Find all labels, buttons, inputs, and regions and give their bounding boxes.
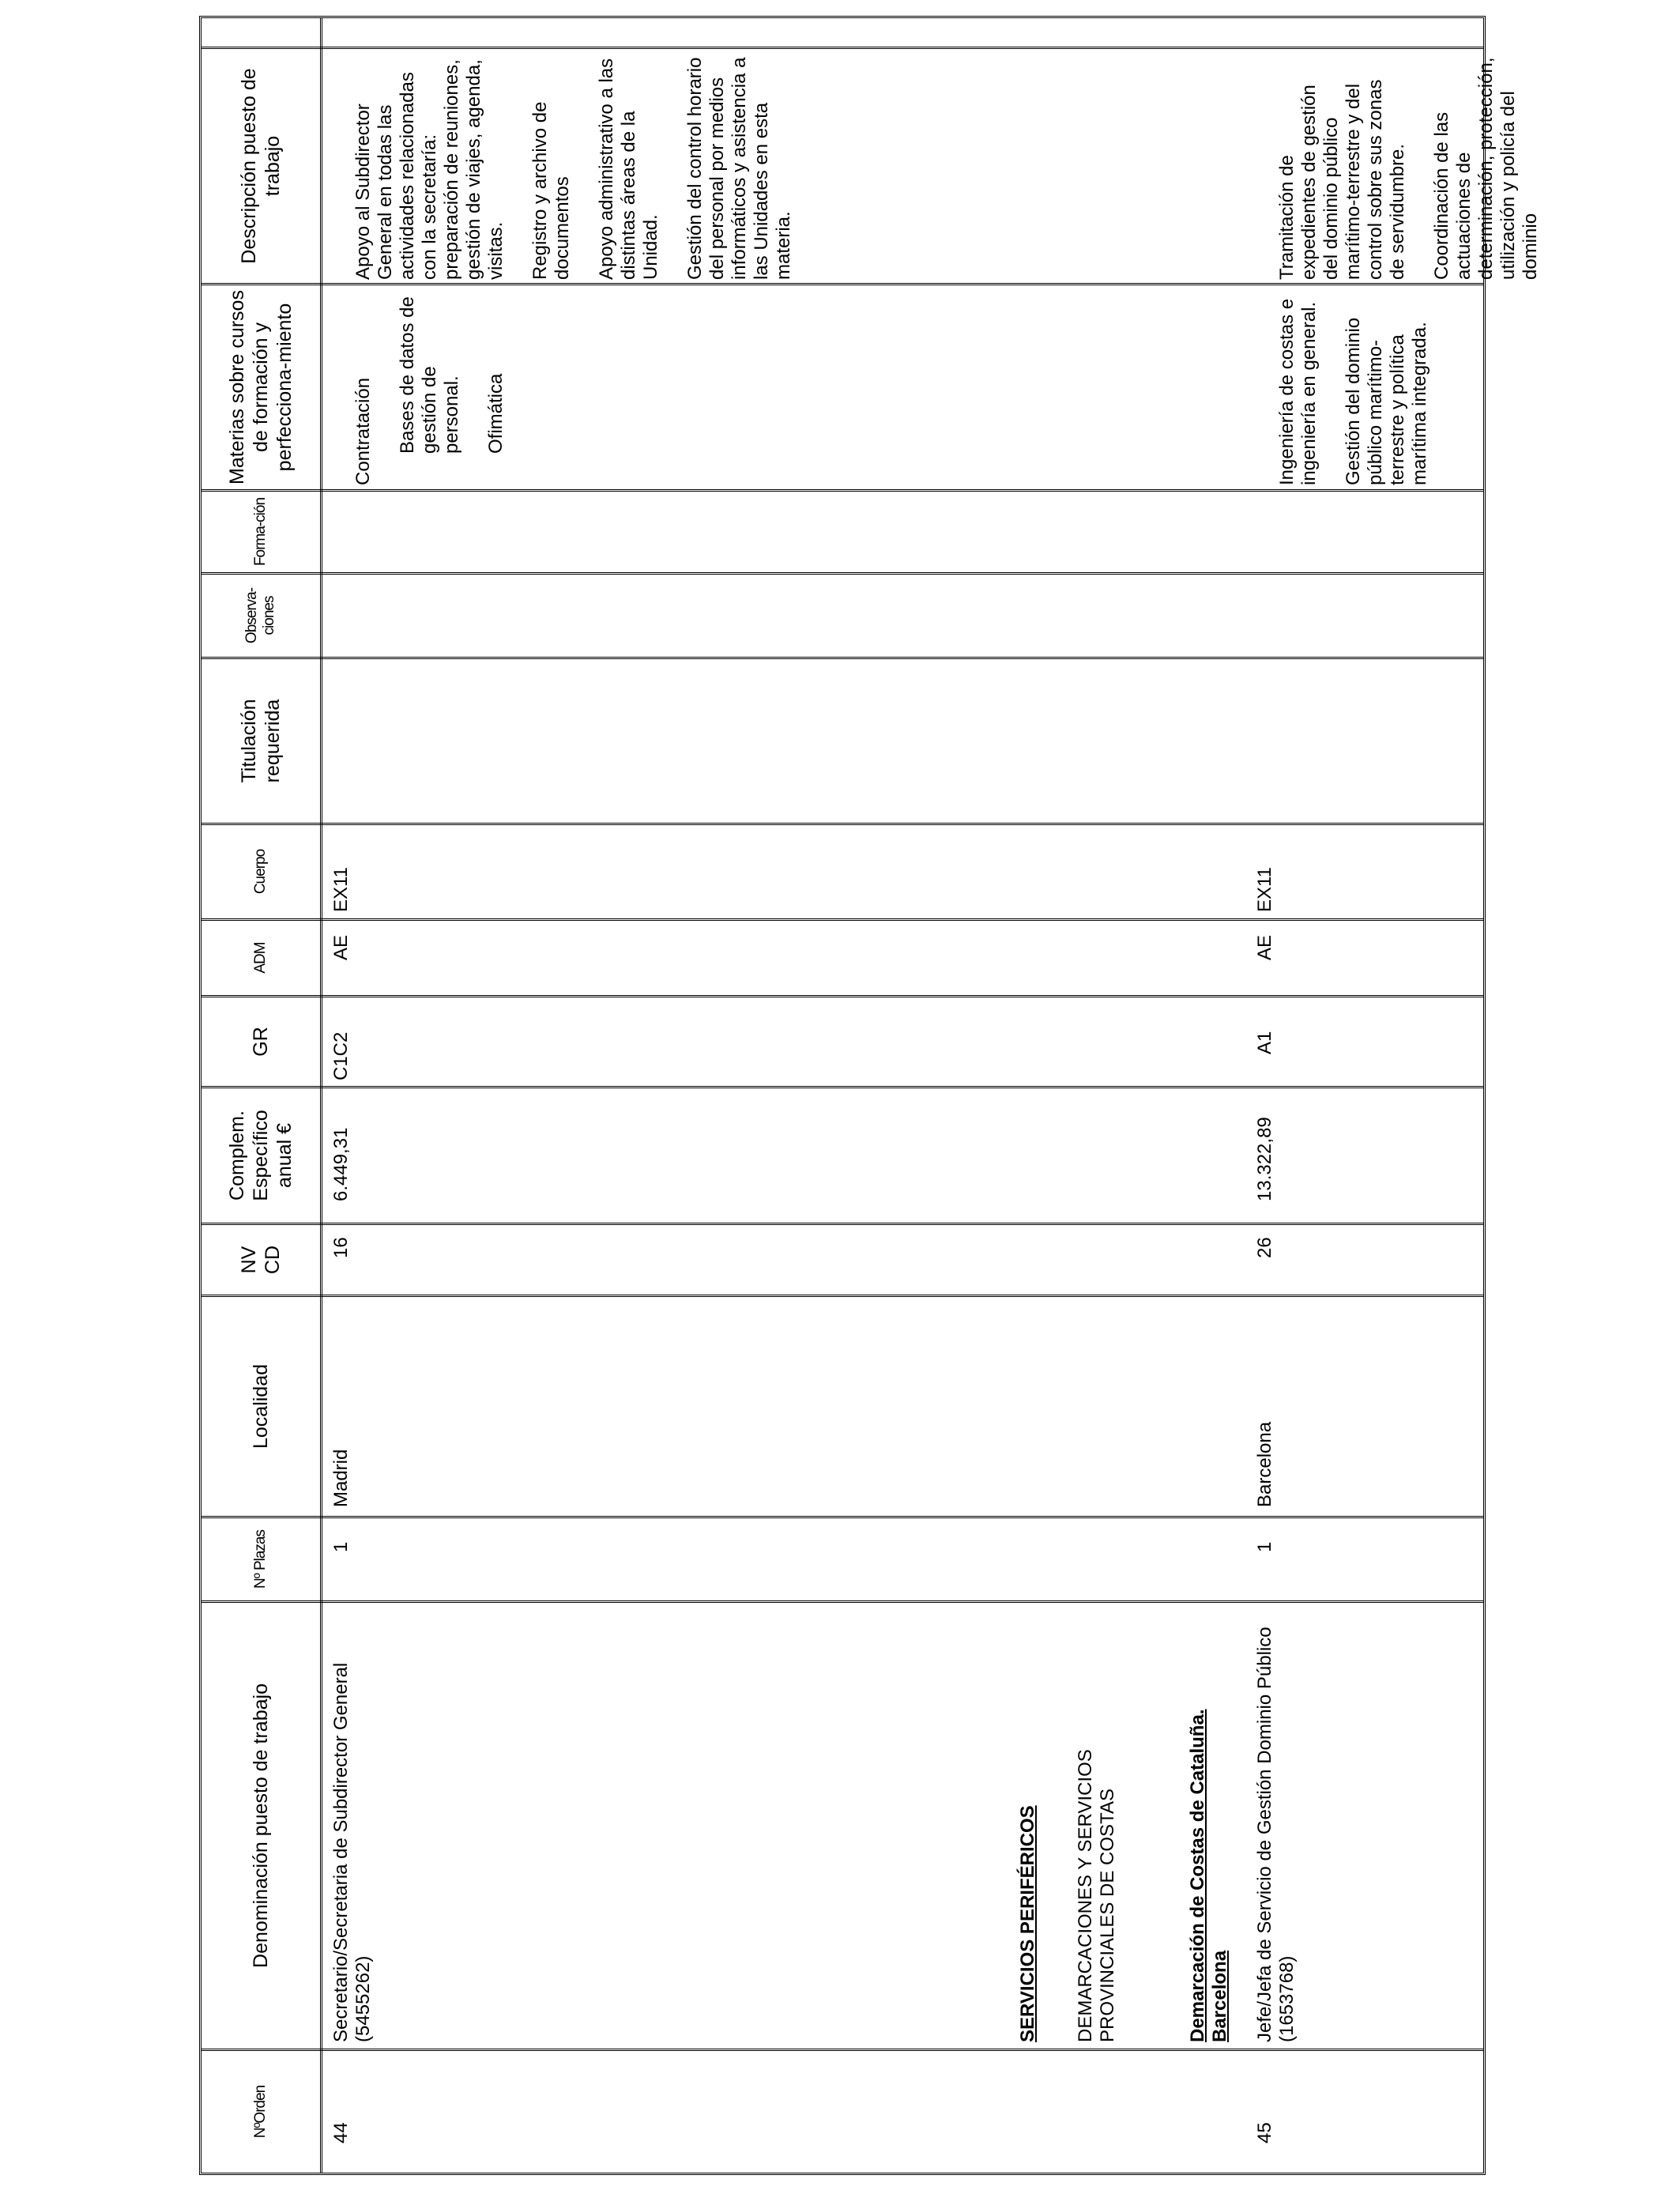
header-nivel: NV CD bbox=[238, 1245, 284, 1275]
row44-grupo: C1C2 bbox=[330, 1031, 352, 1080]
row44-nivel: 16 bbox=[330, 1237, 352, 1258]
row45-grupo: A1 bbox=[1254, 1031, 1275, 1054]
row44-materias-item: Ofimática bbox=[485, 373, 507, 454]
row44-complemento: 6.449,31 bbox=[330, 1127, 352, 1201]
row44-denominacion: Secretario/Secretaria de Subdirector General (5455262) bbox=[330, 1662, 374, 2042]
header-formacion: Forma-ción bbox=[252, 497, 269, 567]
header-plazas: Nº Plazas bbox=[252, 1530, 269, 1589]
row44-plazas: 1 bbox=[330, 1541, 352, 1552]
row44-descripcion-item: Apoyo administrativo a las distintas áreas de la Unidad. bbox=[596, 58, 661, 280]
row45-plazas: 1 bbox=[1254, 1541, 1275, 1552]
header-materias: Materias sobre cursos de formación y perfecciona-miento bbox=[226, 290, 296, 484]
row44-materias-item: Bases de datos de gestión de personal. bbox=[397, 296, 462, 454]
row45-localidad: Barcelona bbox=[1254, 1421, 1275, 1507]
header-adm: ADM bbox=[252, 942, 269, 974]
row45-adm: AE bbox=[1254, 934, 1275, 960]
row44-descripcion-item: Registro y archivo de documentos bbox=[529, 101, 573, 280]
row44-orden: 44 bbox=[330, 2122, 352, 2143]
row45-denominacion: Jefe/Jefa de Servicio de Gestión Dominio Público (1653768) bbox=[1254, 1627, 1298, 2042]
section-demarcaciones: DEMARCACIONES Y SERVICIOS PROVINCIALES DE COSTAS bbox=[1075, 1749, 1118, 2042]
row45-nivel: 26 bbox=[1254, 1237, 1275, 1258]
row45-cuerpo: EX11 bbox=[1254, 867, 1275, 912]
header-grupo: GR bbox=[250, 1027, 272, 1057]
row44-materias-item: Contratación bbox=[352, 377, 374, 485]
row45-descripcion-item: Coordinación de las actuaciones de determinación, protección, utilización y policía del dominio bbox=[1431, 57, 1541, 280]
row44-cuerpo: EX11 bbox=[330, 867, 352, 912]
section-demarcacion-cataluna: Demarcación de Costas de Cataluña. Barcelona bbox=[1187, 1709, 1230, 2042]
header-descripcion: Descripción puesto de trabajo bbox=[238, 68, 284, 264]
section-servicios-perifericos: SERVICIOS PERIFÉRICOS bbox=[1017, 1805, 1038, 2042]
header-denominacion: Denominación puesto de trabajo bbox=[250, 1683, 272, 1968]
row44-descripcion-item: Apoyo al Subdirector General en todas las actividades relacionadas con la secretaría: preparación de reuniones, gestión de viajes, agenda, visitas. bbox=[352, 59, 507, 280]
row45-materias-item: Ingeniería de costas e ingeniería en general. bbox=[1276, 298, 1320, 485]
header-complemento: Complem. Específico anual € bbox=[226, 1110, 296, 1201]
row45-materias-item: Gestión del dominio público marítimo-terrestre y política marítima integrada. bbox=[1343, 317, 1430, 485]
row44-adm: AE bbox=[330, 934, 352, 960]
header-observaciones: Observa-ciones bbox=[243, 587, 277, 644]
header-localidad: Localidad bbox=[250, 1363, 272, 1449]
row44-descripcion-item: Gestión del control horario del personal por medios informáticos y asistencia a las Unidades en esta materia. bbox=[684, 57, 794, 280]
header-orden: NºOrden bbox=[252, 2085, 269, 2139]
row45-orden: 45 bbox=[1254, 2122, 1275, 2143]
header-cuerpo: Cuerpo bbox=[252, 849, 269, 895]
header-titulacion: Titulación requerida bbox=[238, 699, 284, 783]
row45-complemento: 13.322,89 bbox=[1254, 1117, 1275, 1201]
row44-localidad: Madrid bbox=[330, 1449, 352, 1507]
row45-descripcion-item: Tramitación de expedientes de gestión del dominio público marítimo-terrestre y del control sobre sus zonas de servidumbre. bbox=[1276, 79, 1408, 280]
